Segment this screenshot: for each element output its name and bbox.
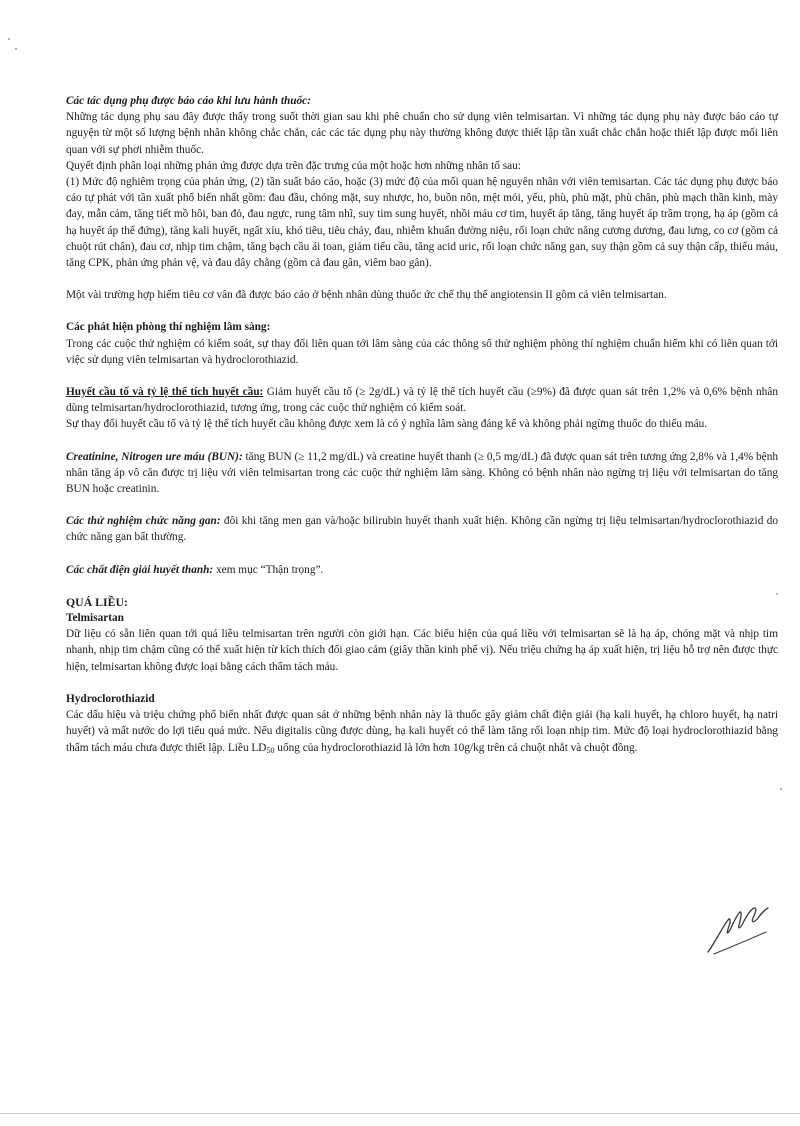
lab-findings-heading: Các phát hiện phòng thí nghiệm lâm sàng: bbox=[66, 321, 271, 334]
overdose-heading: QUÁ LIỀU: bbox=[66, 594, 128, 609]
scan-speck bbox=[780, 788, 782, 790]
liver-text: đôi khi tăng men gan và/hoặc bilirubin huyết thanh xuất hiện. Không cần ngừng trị liệu telmisartan/hydroclorothiazid do chức năng gan bất thường. bbox=[66, 515, 778, 544]
creatinine-label: Creatinine, Nitrogen ure máu (BUN): bbox=[66, 450, 243, 463]
section-lab-findings bbox=[66, 319, 778, 368]
scan-speck bbox=[15, 48, 17, 50]
section-side-effects bbox=[66, 93, 778, 303]
handwritten-signature-icon bbox=[704, 898, 774, 958]
electrolytes-paragraph bbox=[66, 562, 778, 578]
hydroclorothiazid-heading: Hydroclorothiazid bbox=[66, 692, 155, 705]
telmisartan-heading: Telmisartan bbox=[66, 612, 124, 625]
side-effects-paragraph-1: Những tác dụng phụ sau đây được thấy trong suốt thời gian sau khi phê chuẩn cho sử dụng viên telmisartan. Vì những tác dụng phụ này được báo cáo tự nguyện từ một số lượng bệnh nhân không chắc chắn, các các tác dụng phụ này thường không được thiết lập tần xuất chắc chắn hoặc thiết lập được mối liên quan với sự phơi nhiễm thuốc. bbox=[66, 111, 778, 156]
electrolytes-label: Các chất điện giải huyết thanh: bbox=[66, 563, 214, 576]
section-overdose bbox=[66, 594, 778, 756]
side-effects-paragraph-2: Quyết định phân loại những phản ứng được dựa trên đặc trưng của một hoặc hơn những nhân tố sau: bbox=[66, 159, 521, 172]
liver-label: Các thử nghiệm chức năng gan: bbox=[66, 515, 221, 528]
scan-speck bbox=[8, 38, 10, 40]
electrolytes-text: xem mục “Thận trọng”. bbox=[213, 563, 324, 576]
section-hemoglobin bbox=[66, 384, 778, 433]
ld50-subscript: 50 bbox=[266, 745, 275, 755]
side-effects-paragraph-4: Một vài trường hợp hiếm tiêu cơ vân đã được báo cáo ở bệnh nhân dùng thuốc ức chế thụ thể angiotensin II gồm cả viên telmisartan. bbox=[66, 289, 667, 302]
creatinine-text: tăng BUN (≥ 11,2 mg/dL) và creatine huyết thanh (≥ 0,5 mg/dL) đã được quan sát trên tương ứng 2,8% và 1,4% bệnh nhân tăng áp vô căn được trị liệu với viên telmisartan trong các cuộc thử nghiệm lâm sàng. Không có bệnh nhân nào ngừng trị liệu với telmisartan do tăng BUN hoặc creatinin. bbox=[66, 450, 778, 496]
creatinine-paragraph bbox=[66, 449, 778, 498]
hydroclorothiazid-paragraph bbox=[66, 707, 778, 756]
document-page bbox=[66, 93, 778, 756]
lab-findings-paragraph: Trong các cuộc thử nghiệm có kiểm soát, sự thay đổi liên quan tới lâm sàng của các thông số thử nghiệm phòng thí nghiệm chuẩn hiếm khi có liên quan tới việc sử dụng viên telmisartan và hydroclorothiazid. bbox=[66, 337, 778, 366]
hydroclorothiazid-text-a: Các dấu hiệu và triệu chứng phổ biến nhất được quan sát ở những bệnh nhân này là thuốc gây giảm chất điện giải (hạ kali huyết, hạ chloro huyết, hạ natri huyết) và mất nước do lợi tiểu quá mức. Nếu digitalis cũng được dùng, hạ kali huyết có thể làm tăng rối loạn nhịp tim. Mức độ loại hydroclorothiazid bằng thẩm tách máu chưa được thiết lập. Liều LD bbox=[66, 709, 778, 754]
hemoglobin-label: Huyết cầu tố và tỷ lệ thể tích huyết cầu: bbox=[66, 386, 264, 399]
section-liver bbox=[66, 513, 778, 545]
section-electrolytes bbox=[66, 562, 778, 578]
side-effects-paragraph-3: (1) Mức độ nghiêm trọng của phản ứng, (2) tần suất báo cáo, hoặc (3) mức độ của mối quan hệ nguyên nhân với viên temisartan. Các tác dụng phụ được báo cáo tự phát với tần xuất phổ biến nhất gồm: đau đầu, chóng mặt, suy nhược, ho, buồn nôn, mệt mỏi, yếu, phù, phù mặt, phù chân, phù mạch thần kinh, mày đay, mẫn cảm, tăng tiết mồ hôi, ban đỏ, đau ngực, rung tâm nhĩ, suy tim sung huyết, nhồi máu cơ tim, huyết áp tăng, tăng huyết áp trầm trọng, hạ áp (gồm cả hạ huyết áp thế đứng), tăng kali huyết, ngất xỉu, khó tiêu, tiêu chảy, đau, nhiễm khuẩn đường niệu, rối loạn chức năng cương dương, đau lưng, co cơ (gồm cả chuột rút chân), đau cơ, nhịp tim chậm, tăng bạch cầu ái toan, giảm tiểu cầu, tăng acid uric, rối loạn chức năng gan, suy thận gồm cả suy thận cấp, thiếu máu, tăng CPK, phản ứng phản vệ, và đau dây chằng (gồm cả đau gân, viêm bao gân). bbox=[66, 176, 778, 270]
section-creatinine bbox=[66, 449, 778, 498]
telmisartan-paragraph: Dữ liệu có sẵn liên quan tới quá liều telmisartan trên người còn giới hạn. Các biểu hiện của quá liều với telmisartan sẽ là hạ áp, chóng mặt và nhịp tim nhanh, nhịp tim chậm cũng có thể xuất hiện từ kích thích đối giao cảm (giây thần kinh phế vị). Nếu triệu chứng hạ áp xuất hiện, trị liệu hỗ trợ nên được thực hiện, telmisartan không được loại bằng cách thẩm tách máu. bbox=[66, 628, 778, 673]
page-bottom-edge bbox=[0, 1113, 800, 1114]
hemoglobin-paragraph bbox=[66, 384, 778, 416]
side-effects-heading: Các tác dụng phụ được báo cáo khi lưu hành thuốc: bbox=[66, 95, 311, 107]
liver-paragraph bbox=[66, 513, 778, 545]
hemoglobin-paragraph-2: Sự thay đổi huyết cầu tố và tỷ lệ thể tích huyết cầu không được xem là có ý nghĩa lâm sàng đáng kể và không phải ngừng thuốc do thiếu máu. bbox=[66, 418, 708, 431]
hemoglobin-text: Giảm huyết cầu tố (≥ 2g/dL) và tỷ lệ thể tích huyết cầu (≥9%) đã được quan sát trên 1,2% và 0,6% bệnh nhân dùng telmisartan/hydroclorothiazid, tương ứng, trong các cuộc thử nghiệm có kiểm soát. bbox=[66, 386, 778, 415]
hydroclorothiazid-text-b: uống của hydroclorothiazid là lớn hơn 10g/kg trên cả chuột nhắt và chuột đồng. bbox=[274, 741, 638, 754]
